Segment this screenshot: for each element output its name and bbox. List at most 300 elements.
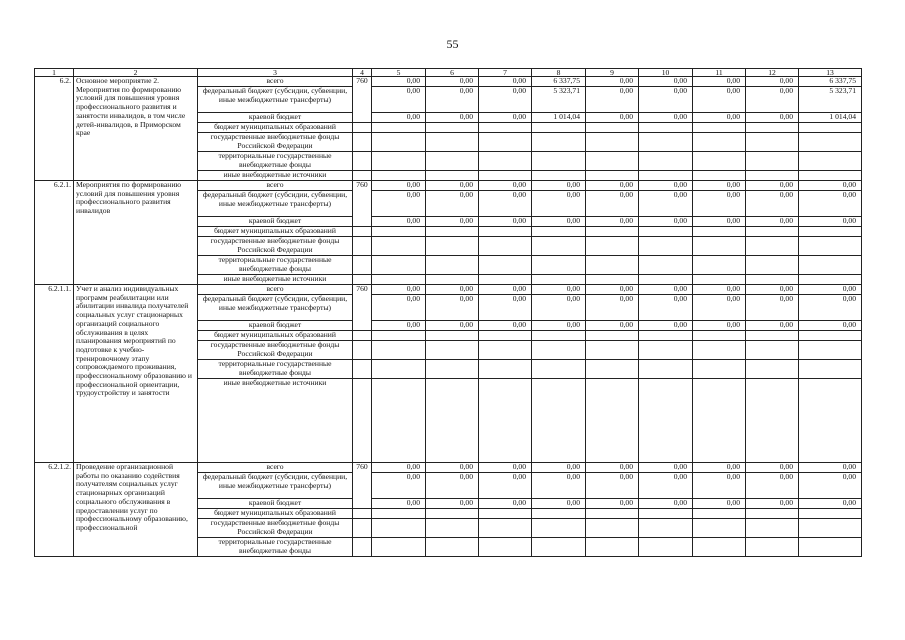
value-cell xyxy=(586,275,639,285)
value-cell: 0,00 xyxy=(693,191,746,217)
value-cell xyxy=(799,171,862,181)
value-cell: 0,00 xyxy=(586,181,639,191)
value-cell xyxy=(426,227,479,237)
table-row xyxy=(35,463,862,473)
value-cell: 0,00 xyxy=(372,473,426,499)
section-name: Учет и анализ индивидуальных программ реабилитации или абилитации инвалида получателей социальных услуг стационарных организаций социального обслуживания в целях планирования мероприятий по подготовке к учебно-тренировочному этапу сопровождаемого проживания, профессиональному образованию и профессиональной ориентации, трудоустройству и занятости xyxy=(74,285,198,463)
section-code: 6.2.1. xyxy=(35,181,74,285)
value-cell: 0,00 xyxy=(479,87,532,113)
value-cell: 0,00 xyxy=(372,87,426,113)
section-name: Основное мероприятие 2. Мероприятия по формированию условий для повышения уровня профессионального развития и занятости инвалидов, в том числе детей-инвалидов, в Приморском крае xyxy=(74,77,198,181)
value-cell xyxy=(639,509,693,519)
value-cell xyxy=(799,256,862,275)
value-cell xyxy=(639,256,693,275)
column-header: 4 xyxy=(353,69,372,77)
value-cell: 0,00 xyxy=(426,113,479,123)
value-cell: 0,00 xyxy=(479,181,532,191)
value-cell: 0,00 xyxy=(639,285,693,295)
grbs-code: 760 xyxy=(353,77,372,123)
page-number: 55 xyxy=(446,37,459,51)
value-cell: 0,00 xyxy=(426,77,479,87)
value-cell xyxy=(426,341,479,360)
funding-source: краевой бюджет xyxy=(198,499,353,509)
value-cell: 0,00 xyxy=(532,473,586,499)
value-cell xyxy=(479,133,532,152)
value-cell: 0,00 xyxy=(746,87,799,113)
value-cell xyxy=(693,379,746,463)
value-cell: 0,00 xyxy=(746,321,799,331)
value-cell: 1 014,04 xyxy=(532,113,586,123)
value-cell xyxy=(532,379,586,463)
value-cell: 0,00 xyxy=(639,77,693,87)
value-cell: 0,00 xyxy=(799,181,862,191)
grbs-cell xyxy=(353,379,372,463)
value-cell: 0,00 xyxy=(426,321,479,331)
value-cell: 0,00 xyxy=(693,321,746,331)
column-header: 12 xyxy=(746,69,799,77)
grbs-cell xyxy=(353,171,372,181)
value-cell xyxy=(639,227,693,237)
table-row xyxy=(35,181,862,191)
value-cell xyxy=(426,123,479,133)
value-cell: 0,00 xyxy=(532,217,586,227)
column-header: 3 xyxy=(198,69,353,77)
value-cell: 0,00 xyxy=(799,285,862,295)
value-cell xyxy=(372,379,426,463)
value-cell: 0,00 xyxy=(586,217,639,227)
funding-source: краевой бюджет xyxy=(198,113,353,123)
funding-source: бюджет муниципальных образований xyxy=(198,509,353,519)
value-cell xyxy=(426,275,479,285)
value-cell: 0,00 xyxy=(586,463,639,473)
value-cell xyxy=(693,275,746,285)
grbs-cell xyxy=(353,256,372,275)
value-cell: 0,00 xyxy=(426,463,479,473)
column-header: 2 xyxy=(74,69,198,77)
value-cell: 0,00 xyxy=(479,113,532,123)
value-cell: 0,00 xyxy=(479,499,532,509)
value-cell: 0,00 xyxy=(586,191,639,217)
grbs-cell xyxy=(353,538,372,557)
value-cell xyxy=(746,538,799,557)
value-cell: 0,00 xyxy=(479,285,532,295)
value-cell: 0,00 xyxy=(639,295,693,321)
funding-source: иные внебюджетные источники xyxy=(198,171,353,181)
grbs-cell xyxy=(353,275,372,285)
value-cell xyxy=(532,133,586,152)
value-cell: 0,00 xyxy=(479,463,532,473)
grbs-cell xyxy=(353,152,372,171)
value-cell xyxy=(693,538,746,557)
value-cell xyxy=(532,256,586,275)
value-cell xyxy=(372,123,426,133)
budget-table xyxy=(34,68,862,557)
value-cell xyxy=(479,275,532,285)
funding-source: федеральный бюджет (субсидии, субвенции, иные межбюджетные трансферты) xyxy=(198,473,353,499)
table-row xyxy=(35,285,862,295)
value-cell xyxy=(746,152,799,171)
value-cell xyxy=(532,123,586,133)
value-cell: 0,00 xyxy=(532,191,586,217)
value-cell xyxy=(799,331,862,341)
value-cell xyxy=(586,379,639,463)
value-cell xyxy=(586,237,639,256)
value-cell xyxy=(372,275,426,285)
value-cell xyxy=(426,152,479,171)
value-cell xyxy=(426,538,479,557)
value-cell: 0,00 xyxy=(799,463,862,473)
value-cell: 0,00 xyxy=(426,499,479,509)
value-cell: 0,00 xyxy=(639,473,693,499)
value-cell: 0,00 xyxy=(693,181,746,191)
value-cell xyxy=(693,360,746,379)
funding-source: всего xyxy=(198,463,353,473)
value-cell xyxy=(746,227,799,237)
value-cell xyxy=(426,360,479,379)
value-cell: 0,00 xyxy=(746,499,799,509)
value-cell xyxy=(693,256,746,275)
grbs-cell xyxy=(353,341,372,360)
value-cell: 0,00 xyxy=(586,77,639,87)
value-cell: 0,00 xyxy=(372,295,426,321)
value-cell xyxy=(746,237,799,256)
funding-source: территориальные государственные внебюджетные фонды xyxy=(198,360,353,379)
value-cell xyxy=(693,341,746,360)
table-body xyxy=(35,69,862,557)
value-cell xyxy=(693,133,746,152)
value-cell xyxy=(639,331,693,341)
value-cell xyxy=(479,237,532,256)
value-cell xyxy=(479,256,532,275)
value-cell: 0,00 xyxy=(586,87,639,113)
value-cell: 0,00 xyxy=(479,295,532,321)
value-cell xyxy=(532,331,586,341)
column-header: 6 xyxy=(426,69,479,77)
funding-source: краевой бюджет xyxy=(198,217,353,227)
value-cell xyxy=(586,538,639,557)
value-cell xyxy=(372,538,426,557)
value-cell: 0,00 xyxy=(746,217,799,227)
value-cell xyxy=(479,519,532,538)
grbs-code: 760 xyxy=(353,181,372,227)
value-cell: 0,00 xyxy=(746,181,799,191)
section-code: 6.2.1.1. xyxy=(35,285,74,463)
column-header: 5 xyxy=(372,69,426,77)
value-cell xyxy=(372,133,426,152)
funding-source: федеральный бюджет (субсидии, субвенции, иные межбюджетные трансферты) xyxy=(198,87,353,113)
value-cell xyxy=(799,133,862,152)
value-cell xyxy=(799,341,862,360)
value-cell xyxy=(479,123,532,133)
value-cell xyxy=(532,227,586,237)
value-cell: 6 337,75 xyxy=(532,77,586,87)
value-cell xyxy=(639,237,693,256)
value-cell xyxy=(639,379,693,463)
grbs-cell xyxy=(353,237,372,256)
value-cell: 0,00 xyxy=(426,473,479,499)
value-cell xyxy=(372,227,426,237)
value-cell xyxy=(746,509,799,519)
table-row xyxy=(35,77,862,87)
funding-source: государственные внебюджетные фонды Российской Федерации xyxy=(198,133,353,152)
funding-source: всего xyxy=(198,77,353,87)
value-cell xyxy=(746,331,799,341)
grbs-cell xyxy=(353,227,372,237)
funding-source: иные внебюджетные источники xyxy=(198,275,353,285)
value-cell xyxy=(532,341,586,360)
column-number-row xyxy=(35,69,862,77)
value-cell xyxy=(746,171,799,181)
value-cell: 0,00 xyxy=(639,217,693,227)
grbs-cell xyxy=(353,331,372,341)
funding-source: федеральный бюджет (субсидии, субвенции, иные межбюджетные трансферты) xyxy=(198,295,353,321)
value-cell xyxy=(746,360,799,379)
value-cell xyxy=(532,275,586,285)
section-name: Проведение организационной работы по оказанию содействия получателям социальных услуг стационарных организаций социального обслуживания в предоставлении услуг по профессиональному образованию, профессиональной xyxy=(74,463,198,557)
funding-source: государственные внебюджетные фонды Российской Федерации xyxy=(198,237,353,256)
value-cell xyxy=(799,237,862,256)
value-cell: 0,00 xyxy=(693,87,746,113)
value-cell: 0,00 xyxy=(799,473,862,499)
value-cell: 0,00 xyxy=(479,473,532,499)
value-cell: 0,00 xyxy=(426,87,479,113)
value-cell xyxy=(693,519,746,538)
value-cell xyxy=(586,133,639,152)
value-cell: 0,00 xyxy=(639,191,693,217)
value-cell: 0,00 xyxy=(532,499,586,509)
value-cell xyxy=(799,519,862,538)
value-cell xyxy=(479,171,532,181)
value-cell: 0,00 xyxy=(746,295,799,321)
value-cell: 0,00 xyxy=(372,499,426,509)
value-cell xyxy=(746,256,799,275)
value-cell xyxy=(372,237,426,256)
value-cell xyxy=(426,509,479,519)
value-cell: 0,00 xyxy=(532,463,586,473)
value-cell: 0,00 xyxy=(372,181,426,191)
value-cell xyxy=(426,256,479,275)
value-cell: 0,00 xyxy=(426,295,479,321)
value-cell: 0,00 xyxy=(479,217,532,227)
value-cell xyxy=(532,152,586,171)
value-cell: 0,00 xyxy=(586,473,639,499)
funding-source: бюджет муниципальных образований xyxy=(198,123,353,133)
value-cell xyxy=(372,509,426,519)
value-cell xyxy=(372,360,426,379)
section-code: 6.2. xyxy=(35,77,74,181)
grbs-cell xyxy=(353,133,372,152)
value-cell xyxy=(586,341,639,360)
value-cell xyxy=(799,360,862,379)
value-cell xyxy=(372,152,426,171)
value-cell: 5 323,71 xyxy=(799,87,862,113)
value-cell xyxy=(799,379,862,463)
column-header: 9 xyxy=(586,69,639,77)
funding-source: бюджет муниципальных образований xyxy=(198,331,353,341)
value-cell xyxy=(693,237,746,256)
value-cell xyxy=(372,341,426,360)
value-cell: 6 337,75 xyxy=(799,77,862,87)
value-cell xyxy=(372,331,426,341)
value-cell xyxy=(586,152,639,171)
value-cell: 1 014,04 xyxy=(799,113,862,123)
value-cell: 0,00 xyxy=(799,295,862,321)
grbs-cell xyxy=(353,360,372,379)
value-cell xyxy=(746,341,799,360)
column-header: 8 xyxy=(532,69,586,77)
value-cell xyxy=(639,341,693,360)
value-cell xyxy=(746,133,799,152)
column-header: 10 xyxy=(639,69,693,77)
value-cell: 0,00 xyxy=(426,285,479,295)
value-cell: 0,00 xyxy=(693,473,746,499)
value-cell xyxy=(426,379,479,463)
value-cell xyxy=(639,275,693,285)
value-cell xyxy=(586,331,639,341)
value-cell: 0,00 xyxy=(693,77,746,87)
value-cell: 0,00 xyxy=(479,191,532,217)
value-cell: 0,00 xyxy=(532,181,586,191)
value-cell xyxy=(693,331,746,341)
value-cell: 0,00 xyxy=(479,77,532,87)
value-cell xyxy=(586,227,639,237)
section-name: Мероприятия по формированию условий для повышения уровня профессионального развития инвалидов xyxy=(74,181,198,285)
grbs-code: 760 xyxy=(353,285,372,331)
funding-source: территориальные государственные внебюджетные фонды xyxy=(198,538,353,557)
value-cell: 0,00 xyxy=(799,217,862,227)
value-cell xyxy=(479,379,532,463)
value-cell xyxy=(799,509,862,519)
funding-source: государственные внебюджетные фонды Российской Федерации xyxy=(198,341,353,360)
funding-source: федеральный бюджет (субсидии, субвенции, иные межбюджетные трансферты) xyxy=(198,191,353,217)
value-cell: 0,00 xyxy=(372,285,426,295)
section-code: 6.2.1.2. xyxy=(35,463,74,557)
value-cell: 0,00 xyxy=(586,113,639,123)
value-cell xyxy=(799,227,862,237)
value-cell: 0,00 xyxy=(639,181,693,191)
value-cell: 0,00 xyxy=(639,463,693,473)
value-cell xyxy=(639,519,693,538)
value-cell xyxy=(479,152,532,171)
value-cell xyxy=(639,171,693,181)
value-cell xyxy=(586,256,639,275)
value-cell xyxy=(532,509,586,519)
value-cell xyxy=(426,519,479,538)
value-cell xyxy=(799,152,862,171)
funding-source: краевой бюджет xyxy=(198,321,353,331)
value-cell xyxy=(532,538,586,557)
value-cell: 0,00 xyxy=(799,321,862,331)
value-cell: 0,00 xyxy=(532,321,586,331)
value-cell: 0,00 xyxy=(693,463,746,473)
value-cell: 0,00 xyxy=(799,499,862,509)
value-cell xyxy=(639,123,693,133)
funding-source: территориальные государственные внебюджетные фонды xyxy=(198,256,353,275)
funding-source: иные внебюджетные источники xyxy=(198,379,353,463)
value-cell xyxy=(799,123,862,133)
value-cell: 0,00 xyxy=(693,217,746,227)
value-cell: 0,00 xyxy=(746,285,799,295)
value-cell: 0,00 xyxy=(746,77,799,87)
value-cell: 0,00 xyxy=(586,285,639,295)
value-cell: 0,00 xyxy=(693,113,746,123)
value-cell: 0,00 xyxy=(532,285,586,295)
value-cell: 0,00 xyxy=(693,285,746,295)
value-cell xyxy=(586,360,639,379)
grbs-cell xyxy=(353,519,372,538)
value-cell: 0,00 xyxy=(746,473,799,499)
grbs-cell xyxy=(353,509,372,519)
value-cell: 0,00 xyxy=(799,191,862,217)
value-cell xyxy=(639,360,693,379)
value-cell xyxy=(426,171,479,181)
funding-source: территориальные государственные внебюджетные фонды xyxy=(198,152,353,171)
value-cell xyxy=(426,331,479,341)
value-cell xyxy=(639,133,693,152)
value-cell xyxy=(693,509,746,519)
value-cell: 0,00 xyxy=(639,113,693,123)
value-cell xyxy=(746,275,799,285)
value-cell: 0,00 xyxy=(372,321,426,331)
column-header: 11 xyxy=(693,69,746,77)
value-cell: 0,00 xyxy=(586,499,639,509)
value-cell: 0,00 xyxy=(532,295,586,321)
grbs-cell xyxy=(353,123,372,133)
value-cell xyxy=(799,538,862,557)
value-cell xyxy=(372,171,426,181)
value-cell xyxy=(372,256,426,275)
value-cell: 0,00 xyxy=(746,191,799,217)
funding-source: бюджет муниципальных образований xyxy=(198,227,353,237)
value-cell xyxy=(479,227,532,237)
value-cell: 0,00 xyxy=(639,87,693,113)
column-header: 13 xyxy=(799,69,862,77)
value-cell xyxy=(372,519,426,538)
value-cell xyxy=(586,509,639,519)
value-cell xyxy=(532,519,586,538)
value-cell: 5 323,71 xyxy=(532,87,586,113)
value-cell xyxy=(479,360,532,379)
value-cell xyxy=(426,237,479,256)
value-cell xyxy=(479,509,532,519)
value-cell: 0,00 xyxy=(426,181,479,191)
value-cell xyxy=(426,133,479,152)
value-cell: 0,00 xyxy=(586,295,639,321)
value-cell xyxy=(799,275,862,285)
value-cell: 0,00 xyxy=(693,295,746,321)
value-cell: 0,00 xyxy=(372,191,426,217)
value-cell xyxy=(746,379,799,463)
value-cell xyxy=(693,123,746,133)
value-cell xyxy=(639,538,693,557)
value-cell: 0,00 xyxy=(746,113,799,123)
value-cell xyxy=(586,171,639,181)
value-cell xyxy=(532,237,586,256)
value-cell: 0,00 xyxy=(372,217,426,227)
value-cell: 0,00 xyxy=(693,499,746,509)
funding-source: государственные внебюджетные фонды Российской Федерации xyxy=(198,519,353,538)
value-cell: 0,00 xyxy=(426,217,479,227)
value-cell: 0,00 xyxy=(479,321,532,331)
value-cell xyxy=(479,538,532,557)
value-cell: 0,00 xyxy=(586,321,639,331)
value-cell xyxy=(532,360,586,379)
value-cell xyxy=(586,123,639,133)
value-cell xyxy=(639,152,693,171)
value-cell xyxy=(693,152,746,171)
funding-source: всего xyxy=(198,181,353,191)
funding-source: всего xyxy=(198,285,353,295)
